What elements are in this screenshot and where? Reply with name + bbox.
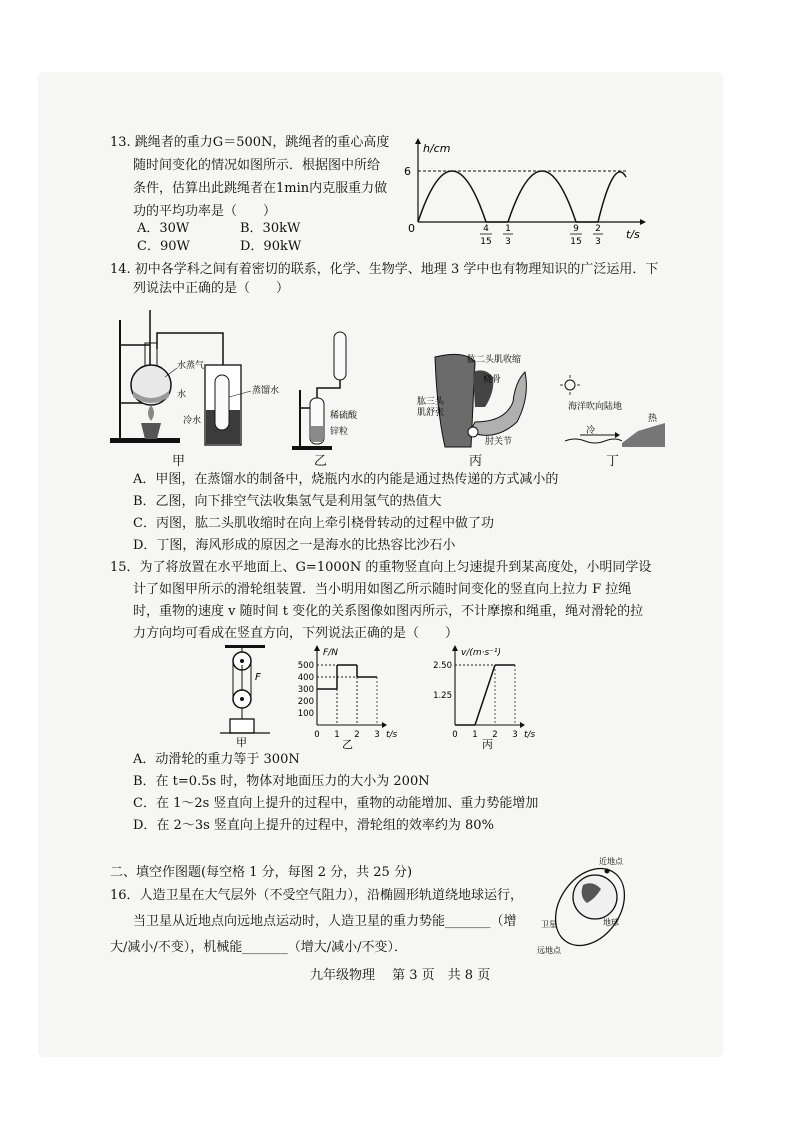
- label-triceps-2: 肌舒张: [417, 408, 445, 418]
- fixed-pulley-axle: [240, 659, 244, 663]
- y-tick-300: 300: [297, 685, 314, 695]
- q15-line4: 力方向均可看成在竖直方向，下列说法正确的是（ ）: [133, 626, 459, 641]
- y-tick-6: 6: [404, 165, 411, 178]
- label-wind-direction: 海洋吹向陆地: [568, 402, 623, 412]
- perigee-point: [605, 869, 610, 874]
- y-tick-200: 200: [297, 697, 314, 707]
- caption-yi-graph: 乙: [342, 738, 353, 751]
- x-tick-4-15: [480, 224, 492, 247]
- label-dilute-acid: 稀硫酸: [330, 411, 358, 421]
- x-axis-arrow: [640, 219, 646, 225]
- q14-figure-ding-sea-breeze: [560, 375, 670, 455]
- q13-option-b: B．30kW: [240, 221, 301, 236]
- jump-arc-2: [508, 171, 576, 222]
- y-tick-2.50: 2.50: [433, 661, 452, 671]
- svg-text:15: 15: [570, 237, 582, 247]
- velocity-line: [455, 665, 515, 725]
- sea-waves: [565, 439, 622, 443]
- origin-label: 0: [408, 222, 415, 235]
- y-axis-label: v/(m·s⁻¹): [461, 648, 502, 658]
- label-steam: 水蒸气: [177, 361, 205, 371]
- q15-figure-jia-pulley: [220, 645, 280, 750]
- x-tick-3: 3: [374, 730, 380, 740]
- label-zinc: 锌粒: [330, 427, 349, 437]
- x-tick-1-3: [503, 224, 513, 247]
- x-tick-1: 1: [334, 730, 340, 740]
- q15-option-c: C．在 1～2s 竖直向上提升的过程中，重物的动能增加、重力势能增加: [133, 796, 539, 811]
- q13-line3: 条件，估算出此跳绳者在1min内克服重力做: [133, 181, 388, 196]
- x-tick-1: 1: [472, 730, 478, 740]
- x-tick-0: 0: [452, 730, 458, 740]
- x-axis-arrow: [382, 722, 387, 728]
- q13-option-a: A．30W: [137, 221, 190, 236]
- page-footer: 九年级物理 第 3 页 共 8 页: [310, 968, 491, 983]
- y-axis-label: F/N: [323, 648, 338, 658]
- svg-text:4: 4: [483, 224, 489, 234]
- svg-text:2: 2: [595, 224, 601, 234]
- x-axis-label: t/s: [386, 730, 398, 740]
- alcohol-lamp: [141, 423, 161, 439]
- y-axis-arrow: [452, 645, 458, 651]
- x-axis-label: t/s: [626, 228, 640, 241]
- section2-heading: 二、填空作图题(每空格 1 分，每图 2 分，共 25 分): [110, 865, 413, 880]
- q13-line1: 13. 跳绳者的重力G＝500N，跳绳者的重心高度: [110, 135, 390, 150]
- q15-line2: 计了如图甲所示的滑轮组装置．当小明用如图乙所示随时间变化的竖直向上拉力 F 拉绳: [133, 582, 632, 597]
- test-tube: [215, 375, 229, 430]
- jump-arc-1: [418, 171, 486, 222]
- caption-bing-graph: 丙: [482, 738, 493, 751]
- label-perigee: 近地点: [599, 857, 623, 866]
- q15-line3: 时，重物的速度 v 随时间 t 变化的关系图像如图丙所示，不计摩擦和绳重，绳对滑轮的拉: [133, 604, 644, 619]
- stand-base: [292, 446, 332, 450]
- caption-jia: 甲: [172, 454, 186, 469]
- label-biceps: 肱二头肌收缩: [467, 355, 522, 365]
- q13-option-c: C．90W: [137, 239, 190, 254]
- flame: [148, 405, 154, 421]
- elbow-joint: [468, 427, 478, 437]
- q14-option-d: D．丁图，海风形成的原因之一是海水的比热容比沙石小: [133, 538, 456, 553]
- q15-graph-force-time: [290, 645, 400, 750]
- caption-bing: 丙: [469, 454, 483, 469]
- collecting-tube: [334, 332, 346, 380]
- label-cold-water: 冷水: [183, 416, 202, 426]
- q13-height-time-graph: [400, 138, 650, 248]
- q15-line1: 15．为了将放置在水平地面上、G=1000N 的重物竖直向上匀速提升到某高度处，小明同学设: [110, 560, 652, 575]
- svg-text:9: 9: [573, 224, 579, 234]
- q13-line4: 功的平均功率是（ ）: [133, 204, 277, 219]
- label-elbow: 肘关节: [485, 437, 513, 447]
- label-water: 水: [177, 390, 187, 400]
- land-slope: [622, 423, 665, 447]
- x-tick-0: 0: [314, 730, 320, 740]
- jump-arc-3: [598, 172, 626, 222]
- movable-pulley-axle: [240, 697, 244, 701]
- label-satellite: 卫星: [541, 920, 557, 929]
- q13-option-d: D．90kW: [240, 239, 302, 254]
- label-apogee: 远地点: [537, 946, 561, 955]
- q14-figure-bing-arm: [417, 352, 545, 452]
- x-tick-3: 3: [512, 730, 518, 740]
- dilute-acid: [311, 426, 323, 442]
- svg-text:3: 3: [595, 237, 601, 247]
- y-tick-labels: [433, 661, 452, 701]
- y-tick-100: 100: [297, 709, 314, 719]
- q14-figure-yi-hydrogen: [290, 330, 380, 455]
- y-axis-arrow: [314, 645, 320, 651]
- sun-rays: [560, 375, 580, 395]
- q15-option-d: D．在 2～3s 竖直向上提升的过程中，滑轮组的效率约为 80%: [133, 818, 494, 833]
- y-tick-500: 500: [297, 661, 314, 671]
- q15-graph-velocity-time: [425, 645, 545, 750]
- x-tick-9-15: [570, 224, 582, 247]
- svg-text:15: 15: [480, 237, 492, 247]
- caption-ding: 丁: [606, 454, 620, 469]
- q14-option-c: C．丙图，肱二头肌收缩时在向上牵引桡骨转动的过程中做了功: [133, 516, 494, 531]
- label-earth: 地球: [603, 918, 619, 927]
- x-tick-2-3: [593, 224, 603, 247]
- q14-line1: 14. 初中各学科之间有着密切的联系，化学、生物学、地理 3 学中也有物理知识的广泛运用．下: [110, 262, 659, 277]
- x-tick-2: 2: [492, 730, 498, 740]
- y-axis-label: h/cm: [423, 142, 451, 155]
- q14-option-a: A．甲图，在蒸馏水的制备中，烧瓶内水的内能是通过热传递的方式减小的: [133, 472, 559, 487]
- q14-line2: 列说法中正确的是（ ）: [133, 281, 290, 296]
- sun-icon: [565, 380, 575, 390]
- x-axis-label: t/s: [524, 730, 536, 740]
- q16-satellite-orbit-figure: [535, 855, 655, 955]
- x-axis-arrow: [520, 722, 525, 728]
- y-tick-labels: [298, 661, 314, 719]
- earth: [573, 875, 617, 919]
- y-tick-400: 400: [297, 673, 314, 683]
- q13-line2: 随时间变化的情况如图所示．根据图中所给: [133, 158, 381, 173]
- x-tick-2: 2: [354, 730, 360, 740]
- load-block: [230, 719, 254, 733]
- wind-arrow-head: [615, 432, 620, 438]
- q16-line2: 当卫星从近地点向远地点运动时，人造卫星的重力势能_______（增: [133, 914, 517, 929]
- q14-option-b: B．乙图，向下排空气法收集氢气是利用氢气的热值大: [133, 494, 442, 509]
- svg-text:3: 3: [505, 237, 511, 247]
- label-triceps-1: 肱三头: [417, 397, 445, 407]
- label-radius: 桡骨: [483, 375, 502, 385]
- series-segment: [475, 665, 495, 725]
- label-hot: 热: [648, 414, 658, 424]
- y-axis-arrow: [415, 138, 421, 144]
- label-distilled-water: 蒸馏水: [252, 386, 280, 396]
- q16-line1: 16．人造卫星在大气层外（不受空气阻力），沿椭圆形轨道绕地球运行，: [110, 888, 524, 903]
- caption-yi: 乙: [314, 454, 328, 469]
- force-label: F: [255, 672, 261, 683]
- y-tick-1.25: 1.25: [433, 691, 452, 701]
- dashed-guides: [317, 665, 377, 725]
- label-cold: 冷: [586, 426, 596, 436]
- caption-jia-pulley: 甲: [236, 736, 247, 749]
- svg-text:1: 1: [505, 224, 511, 234]
- q14-figure-jia-distillation: [105, 305, 285, 455]
- ceiling: [225, 645, 265, 648]
- q16-line3: 大/减小/不变），机械能_______（增大/减小/不变）．: [110, 940, 408, 955]
- q15-option-b: B．在 t=0.5s 时，物体对地面压力的大小为 200N: [133, 774, 430, 789]
- q15-option-a: A．动滑轮的重力等于 300N: [133, 752, 300, 767]
